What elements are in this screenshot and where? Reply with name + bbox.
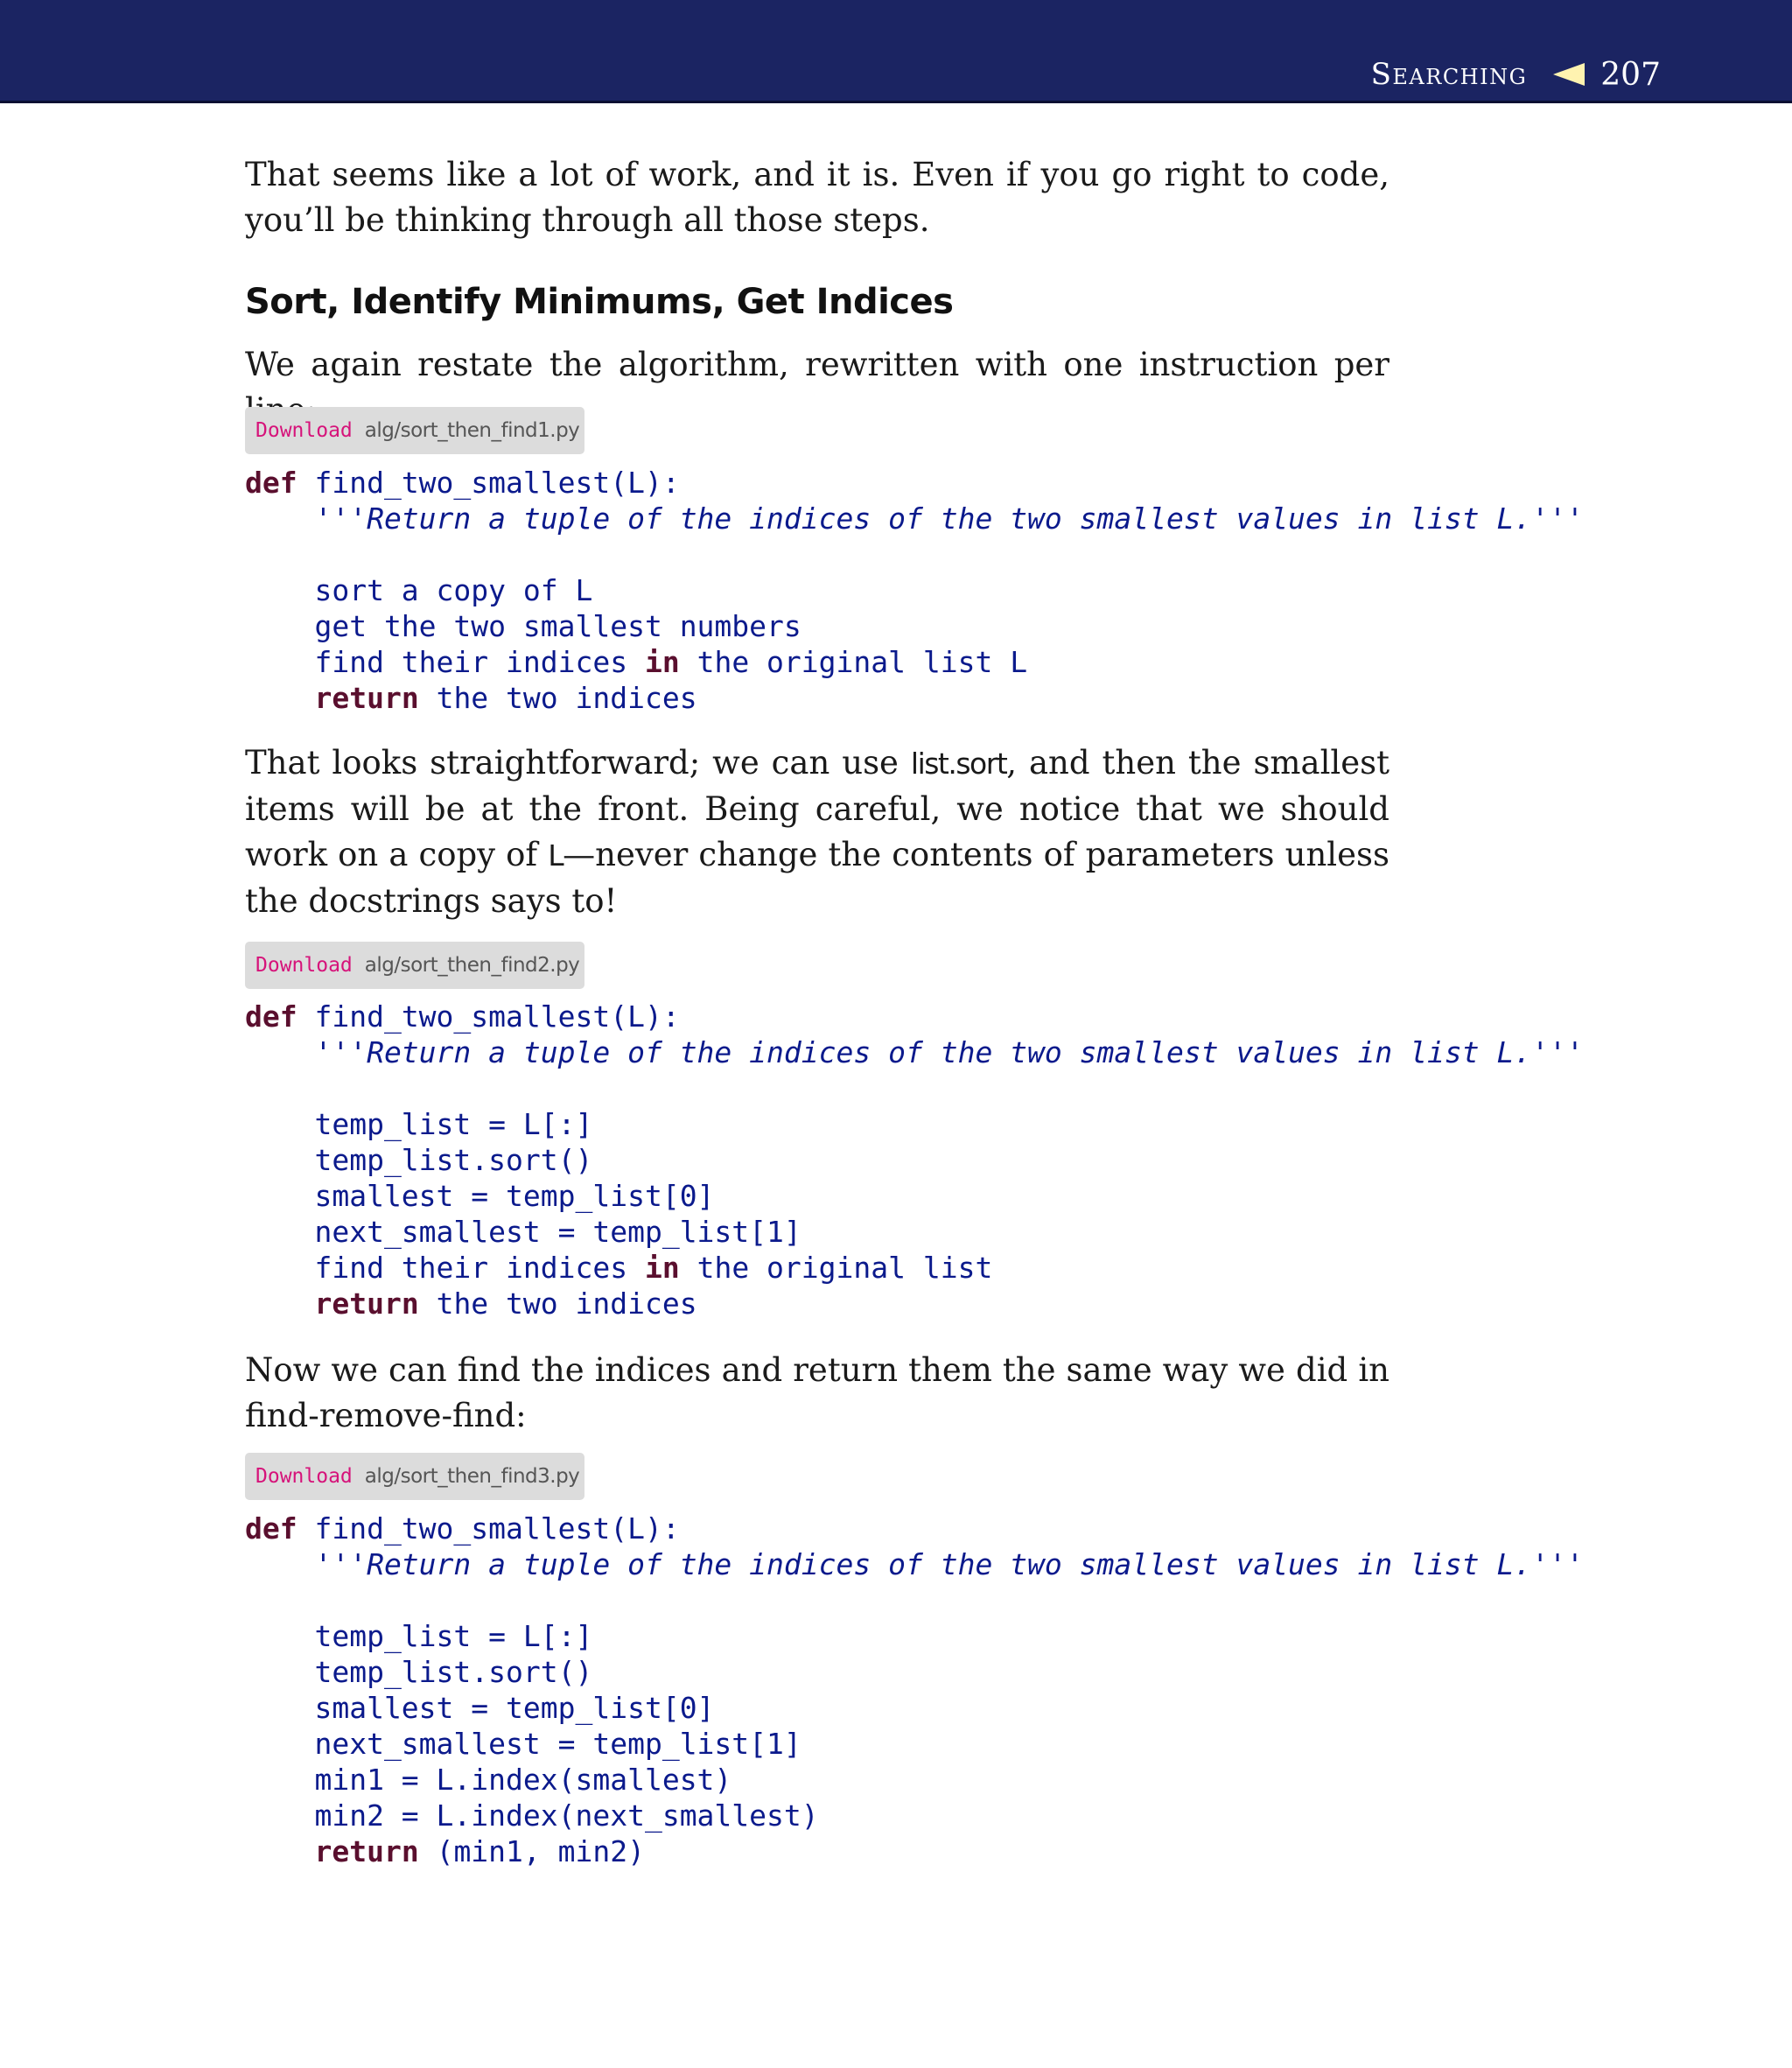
code-keyword: in [644,645,680,679]
explanation-paragraph [245,740,1390,924]
code-line [245,608,1584,644]
code-docstring: '''Return a tuple of the indices of the two smallest values in list L.''' [245,1547,1584,1581]
code-text: next_smallest = temp_list[1] [245,1215,802,1249]
code-line [245,1250,1584,1286]
code-text: next_smallest = temp_list[1] [245,1727,802,1761]
download-label-3[interactable] [245,1453,584,1500]
code-line [245,1214,1584,1250]
code-line [245,465,1584,501]
download-link[interactable]: Download [256,1465,353,1488]
code-line [245,1833,1584,1869]
code-line [245,1654,1584,1690]
code-text: the original list [679,1251,993,1285]
code-text: get the two smallest numbers [245,609,802,643]
page-number: 207 [1600,56,1661,93]
download-link[interactable]: Download [256,419,353,442]
header-section-title: Searching [1370,57,1528,92]
code-text: smallest = temp_list[0] [245,1179,715,1213]
code-keyword: return [314,1834,419,1868]
code-line [245,1070,1584,1106]
text-run: That looks straightforward; we can use [245,744,911,782]
code-line [245,1798,1584,1833]
code-text: temp_list.sort() [245,1143,593,1177]
code-listing-1 [245,465,1584,716]
file-path: alg/sort_then_find2.py [364,954,580,977]
download-link[interactable]: Download [256,954,353,977]
code-indent [245,681,314,715]
code-line [245,1511,1584,1546]
code-line [245,572,1584,608]
code-text: temp_list.sort() [245,1655,593,1689]
code-indent: find their indices [245,645,645,679]
return-paragraph: Now we can find the indices and return them the same way we did in find-remove-find: [245,1351,1390,1434]
section-heading: Sort, Identify Minimums, Get Indices [245,282,954,322]
code-text: find_two_smallest(L): [297,466,680,500]
code-text: find_two_smallest(L): [297,999,680,1034]
code-line [245,1286,1584,1321]
code-line [245,680,1584,716]
code-text: temp_list = L[:] [245,1107,593,1141]
code-line [245,1546,1584,1582]
code-line [245,1034,1584,1070]
code-listing-3 [245,1511,1584,1869]
code-line [245,501,1584,536]
code-docstring: '''Return a tuple of the indices of the two smallest values in list L.''' [245,1035,1584,1069]
file-path: alg/sort_then_find3.py [364,1465,580,1488]
code-line [245,1106,1584,1142]
restate-paragraph: We again restate the algorithm, rewritten with one instruction per [245,346,1390,383]
code-line [245,644,1584,680]
code-line [245,1142,1584,1178]
intro-paragraph: That seems like a lot of work, and it is. Even if you go right to code, you’ll be thinking through all those steps. [245,156,1390,239]
inline-code-list-sort: list.sort [910,747,1007,781]
code-text: find_two_smallest(L): [297,1511,680,1546]
code-line [245,536,1584,572]
code-keyword: def [245,466,298,500]
code-indent [245,1286,314,1321]
code-line [245,1582,1584,1618]
code-text: (min1, min2) [418,1834,645,1868]
code-text: sort a copy of L [245,573,593,607]
code-line [245,1762,1584,1798]
code-line [245,1690,1584,1726]
text-run: —never change the contents of parameters unless the docstrings says to! [245,836,1390,920]
download-label-2[interactable] [245,942,584,989]
code-line [245,1618,1584,1654]
code-text: the original list L [679,645,1028,679]
code-keyword: in [644,1251,680,1285]
code-text: temp_list = L[:] [245,1619,593,1653]
code-text: min1 = L.index(smallest) [245,1763,732,1797]
code-text: the two indices [418,681,697,715]
code-keyword: def [245,1511,298,1546]
code-keyword: return [314,681,419,715]
header-content [1371,53,1661,96]
code-listing-2 [245,999,1584,1321]
code-indent [245,1834,314,1868]
inline-code-L: L [548,838,564,873]
running-header [0,0,1792,103]
code-line [245,999,1584,1034]
code-text: smallest = temp_list[0] [245,1691,715,1725]
text-run: , and then the smallest items will be at the front. Being careful, we notice that we should work on a copy of [245,744,1390,873]
code-text: the two indices [418,1286,697,1321]
code-text: min2 = L.index(next_smallest) [245,1798,819,1833]
file-path: alg/sort_then_find1.py [364,419,580,442]
code-keyword: return [314,1286,419,1321]
code-line [245,1178,1584,1214]
left-arrow-icon [1551,61,1586,88]
code-docstring: '''Return a tuple of the indices of the two smallest values in list L.''' [245,501,1584,536]
download-label-1[interactable] [245,407,584,454]
code-line [245,1726,1584,1762]
code-indent: find their indices [245,1251,645,1285]
code-keyword: def [245,999,298,1034]
